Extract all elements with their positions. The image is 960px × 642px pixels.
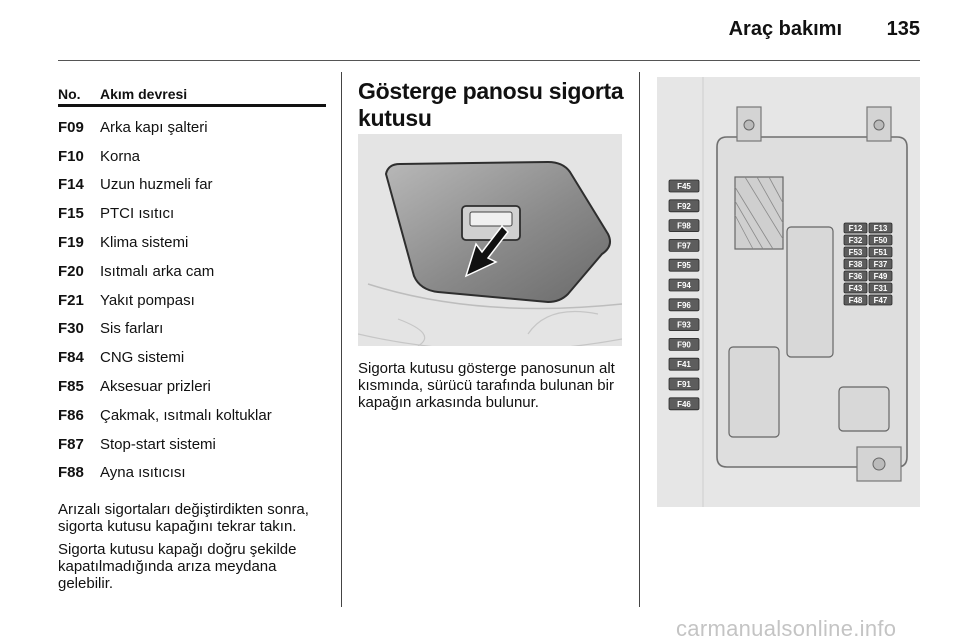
fuse-label: F53 xyxy=(848,248,863,257)
section-caption: Sigorta kutusu gösterge panosunun alt kısmında, sürücü tarafında bulunan bir kapağın arkasında bulunur. xyxy=(358,360,615,411)
connector-block-right xyxy=(839,387,889,431)
fuse-label: F43 xyxy=(848,284,863,293)
fuse-slot xyxy=(869,271,892,281)
fuse-slot xyxy=(844,283,867,293)
fuse-label: F45 xyxy=(677,182,691,191)
fuse-label: F47 xyxy=(873,296,888,305)
fuse-label: F90 xyxy=(677,340,691,350)
paragraph-cover-warning: Sigorta kutusu kapağı doğru şekilde kapatılmadığında arıza meydana gelebilir. xyxy=(58,541,297,593)
fuse-box-diagram-svg xyxy=(657,77,920,507)
page-number: 135 xyxy=(886,18,920,40)
fuse-label: F91 xyxy=(677,380,691,389)
fuse-slot xyxy=(869,295,892,305)
fuse-label: F13 xyxy=(873,224,888,233)
fuse-label: F31 xyxy=(873,284,888,293)
table-row xyxy=(58,459,326,488)
fuse-label: F49 xyxy=(873,272,888,281)
fuse-circuit: Arka kapı şalteri xyxy=(100,118,208,136)
fuse-slot xyxy=(869,247,892,257)
fuse-circuit: Stop-start sistemi xyxy=(100,435,216,453)
column-divider-1 xyxy=(341,72,342,607)
fuse-circuit: Çakmak, ısıtmalı koltuklar xyxy=(100,406,272,424)
fuse-number: F15 xyxy=(58,205,84,223)
table-row xyxy=(58,199,326,228)
fuse-circuit: Korna xyxy=(100,147,141,165)
fuse-number: F10 xyxy=(58,147,84,165)
fuse-label: F50 xyxy=(873,236,888,245)
table-header xyxy=(58,80,326,102)
footer-watermark: carmanualsonline.info xyxy=(676,616,897,641)
dashboard-cover-illustration xyxy=(358,134,622,346)
fuse-slot xyxy=(869,283,892,293)
fuse-slot xyxy=(844,271,867,281)
table-row xyxy=(58,315,326,344)
table-header-rule xyxy=(58,104,326,107)
fuse-box-diagram xyxy=(657,77,920,507)
fuse-slot xyxy=(669,338,699,350)
fuse-circuit: Aksesuar prizleri xyxy=(100,378,211,396)
fuse-label: F97 xyxy=(677,241,691,251)
fuse-number: F14 xyxy=(58,176,84,194)
fuse-slot xyxy=(669,239,699,251)
fuse-number: F30 xyxy=(58,320,84,338)
fuse-label: F96 xyxy=(677,300,691,310)
fuse-label: F32 xyxy=(848,236,863,245)
fuse-number: F20 xyxy=(58,262,84,280)
fuse-number: F86 xyxy=(58,406,84,424)
fuse-slot xyxy=(844,223,867,233)
fuse-label: F51 xyxy=(873,248,888,257)
fuse-table-column xyxy=(58,80,326,592)
fuse-slot xyxy=(669,259,699,271)
fuse-slot xyxy=(844,247,867,257)
table-row xyxy=(58,286,326,315)
fuse-circuit: Isıtmalı arka cam xyxy=(100,262,215,280)
fuse-slot xyxy=(844,235,867,245)
fuse-label: F12 xyxy=(848,224,863,233)
fuse-number: F09 xyxy=(58,118,84,136)
fuse-slot xyxy=(669,279,699,291)
cover-illustration-svg xyxy=(358,134,622,346)
fuse-slot xyxy=(669,398,699,410)
fuse-slot xyxy=(669,220,699,232)
table-row xyxy=(58,257,326,286)
header-rule xyxy=(58,60,920,61)
col-header-circuit: Akım devresi xyxy=(100,86,188,102)
table-row xyxy=(58,372,326,401)
section-title: Gösterge panosu sigorta kutusu xyxy=(358,78,624,131)
table-row xyxy=(58,343,326,372)
fuse-circuit: Uzun huzmeli far xyxy=(100,176,213,194)
fuse-label: F37 xyxy=(873,260,888,269)
fuse-label: F48 xyxy=(848,296,863,305)
fuse-number: F88 xyxy=(58,464,84,482)
section-column xyxy=(358,78,628,132)
fuse-label: F93 xyxy=(677,320,691,330)
table-row xyxy=(58,401,326,430)
fuse-label: F95 xyxy=(677,261,691,271)
fuse-number: F87 xyxy=(58,435,84,453)
fuse-label: F36 xyxy=(848,272,863,281)
fuse-circuit: Ayna ısıtıcısı xyxy=(100,464,186,482)
fuse-slot xyxy=(869,235,892,245)
fuse-circuit: Klima sistemi xyxy=(100,234,189,252)
fuse-slot xyxy=(844,259,867,269)
fuse-slot xyxy=(669,319,699,331)
fuse-label: F92 xyxy=(677,201,691,211)
fuse-table-body xyxy=(58,113,326,487)
page-header xyxy=(0,0,960,62)
fuse-slot xyxy=(669,180,699,192)
fuse-slot xyxy=(869,223,892,233)
fuse-number: F84 xyxy=(58,349,84,367)
fuse-label: F46 xyxy=(677,399,691,409)
fuse-label: F94 xyxy=(677,281,691,290)
running-title: Araç bakımı xyxy=(728,18,842,40)
fuse-circuit: CNG sistemi xyxy=(100,349,185,367)
fuse-number: F21 xyxy=(58,291,84,309)
paragraph-replace-cover: Arızalı sigortaları değiştirdikten sonra, sigorta kutusu kapağını tekrar takın. xyxy=(58,501,309,536)
fuse-circuit: PTCI ısıtıcı xyxy=(100,205,175,223)
fuse-slot xyxy=(669,299,699,311)
col-header-no: No. xyxy=(58,86,81,102)
fuse-label: F41 xyxy=(677,360,691,370)
fuse-number: F85 xyxy=(58,378,84,396)
fuse-slot xyxy=(669,200,699,212)
fuse-label: F38 xyxy=(848,260,863,269)
table-row xyxy=(58,228,326,257)
fuse-number: F19 xyxy=(58,234,84,252)
column-divider-2 xyxy=(639,72,640,607)
table-row xyxy=(58,142,326,171)
table-row xyxy=(58,113,326,142)
fuse-slot xyxy=(669,358,699,370)
table-row xyxy=(58,430,326,459)
connector-block-left xyxy=(729,347,779,437)
fuse-slot xyxy=(844,295,867,305)
table-row xyxy=(58,171,326,200)
fuse-label: F98 xyxy=(677,221,691,231)
fuse-slot xyxy=(669,378,699,390)
fuse-circuit: Yakıt pompası xyxy=(100,291,195,309)
connector-block-center xyxy=(787,227,833,357)
fuse-circuit: Sis farları xyxy=(100,320,164,338)
fuse-slot xyxy=(869,259,892,269)
